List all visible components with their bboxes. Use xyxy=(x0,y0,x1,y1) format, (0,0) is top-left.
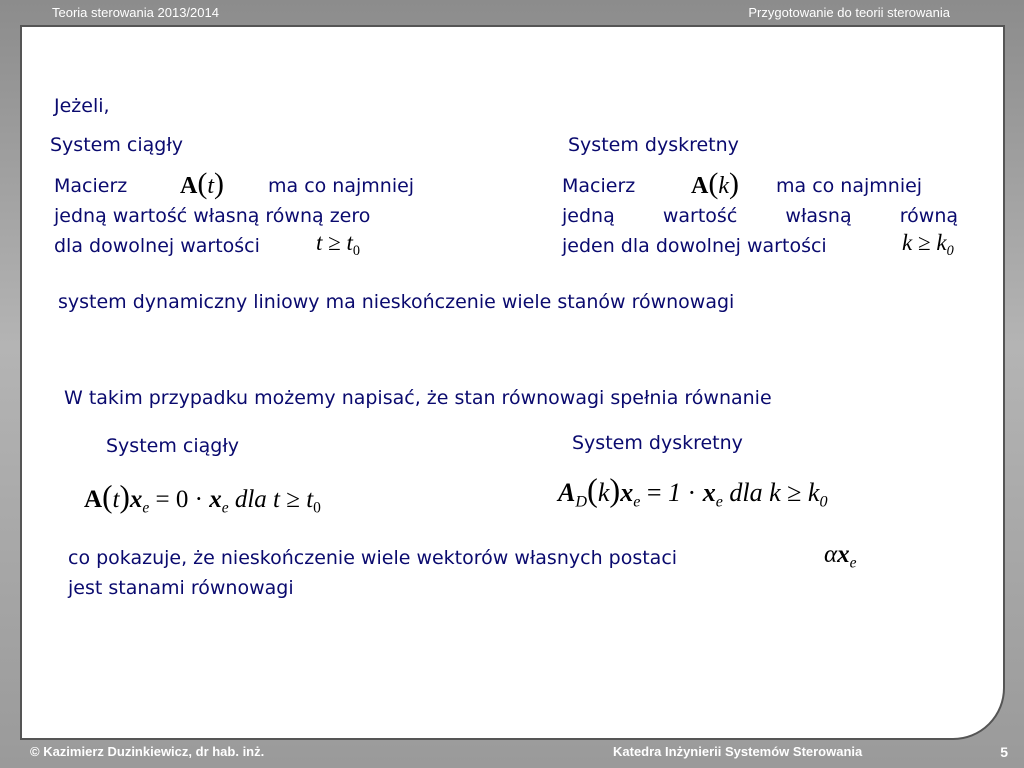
page-number: 5 xyxy=(1000,744,1008,760)
formula-alpha-xe: $\alpha x_e$ xyxy=(824,541,857,572)
left-line1-b: ma co najmniej xyxy=(268,175,415,197)
right-heading: System dyskretny xyxy=(568,134,739,156)
header-course-title: Teoria sterowania 2013/2014 xyxy=(52,5,219,20)
header-section-title: Przygotowanie do teorii sterowania xyxy=(748,5,950,20)
sub-right-heading: System dyskretny xyxy=(572,432,743,454)
sub-left-heading: System ciągły xyxy=(106,435,239,457)
right-line1-b: ma co najmniej xyxy=(776,175,923,197)
formula-k-ge-k0: $k \ge k_0$ xyxy=(902,230,954,259)
footer-department: Katedra Inżynierii Systemów Sterowania xyxy=(613,744,863,759)
formula-A-t: A(t) xyxy=(180,167,225,200)
closing-line2: jest stanami równowagi xyxy=(68,577,294,599)
closing-line1: co pokazuje, że nieskończenie wiele wektorów własnych postaci xyxy=(68,547,678,569)
right-line3: jeden dla dowolnej wartości xyxy=(562,235,827,257)
second-intro-text: W takim przypadku możemy napisać, że stan równowagi spełnia równanie xyxy=(64,387,772,409)
right-line2: jedną wartość własną równą xyxy=(562,205,958,227)
intro-text: Jeżeli, xyxy=(54,95,110,117)
left-line2: jedną wartość własną równą zero xyxy=(54,205,371,227)
footer-author: © Kazimierz Duzinkiewicz, dr hab. inż. xyxy=(30,744,265,759)
left-heading: System ciągły xyxy=(50,134,183,156)
left-line3: dla dowolnej wartości xyxy=(54,235,260,257)
left-line1-a: Macierz xyxy=(54,175,128,197)
slide-content xyxy=(20,25,1005,740)
formula-A-k: A(k) xyxy=(691,167,739,200)
equation-discrete: $A_D(k)x_e = 1 \cdot x_e$ dla $k \ge k_0$ xyxy=(558,473,828,511)
formula-t-ge-t0: $t \ge t_0$ xyxy=(316,230,361,259)
right-line1-a: Macierz xyxy=(562,175,636,197)
equation-continuous: $A(t)x_e = 0 \cdot x_e$ dla $t \ge t_0$ xyxy=(84,479,321,517)
conclusion-text: system dynamiczny liniowy ma nieskończenie wiele stanów równowagi xyxy=(58,291,735,313)
